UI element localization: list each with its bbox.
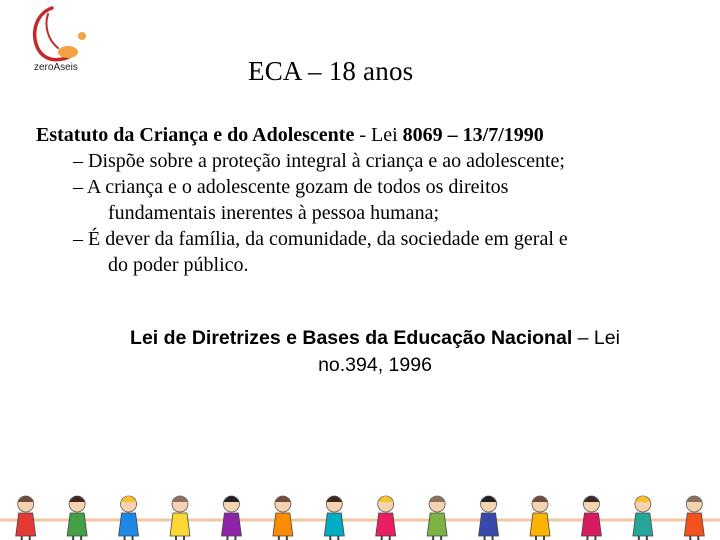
child-figure (411, 496, 462, 540)
child-figure (669, 496, 720, 540)
ldb-rest: – Lei (572, 327, 620, 349)
list-item-text: – Dispõe sobre a proteção integral à criança e ao adolescente; (73, 150, 565, 172)
child-figure (51, 496, 102, 540)
list-item (36, 174, 686, 226)
estatuto-law: 8069 – 13/7/1990 (402, 124, 544, 146)
list-item-text: – É dever da família, da comunidade, da sociedade em geral e (73, 228, 568, 250)
child-figure (103, 496, 154, 540)
list-item (36, 148, 686, 174)
child-figure (154, 496, 205, 540)
estatuto-sep: - Lei (354, 124, 403, 146)
child-figure (360, 496, 411, 540)
child-figure (463, 496, 514, 540)
child-figure (617, 496, 668, 540)
child-figure (566, 496, 617, 540)
child-figure (0, 496, 51, 540)
ldb-line-1 (30, 325, 720, 352)
list-item-text: – A criança e o adolescente gozam de todos os direitos (73, 176, 509, 198)
page-title: ECA – 18 anos (248, 56, 414, 86)
estatuto-heading (36, 122, 686, 148)
ldb-name: Lei de Diretrizes e Bases da Educação Nacional (130, 327, 573, 349)
children-holding-hands-border-icon (0, 490, 720, 540)
logo-text: zeroAseis (34, 62, 78, 73)
ldb-section (30, 325, 720, 379)
estatuto-name: Estatuto da Criança e do Adolescente (36, 124, 355, 146)
list-item-continuation: do poder público. (108, 254, 249, 276)
list-item-continuation: fundamentais inerentes à pessoa humana; (108, 202, 439, 224)
estatuto-section (36, 122, 686, 278)
child-figure (206, 496, 257, 540)
child-figure (257, 496, 308, 540)
list-item (36, 226, 686, 278)
child-figure (514, 496, 565, 540)
child-figure (309, 496, 360, 540)
ldb-line-2: no.394, 1996 (318, 354, 432, 376)
